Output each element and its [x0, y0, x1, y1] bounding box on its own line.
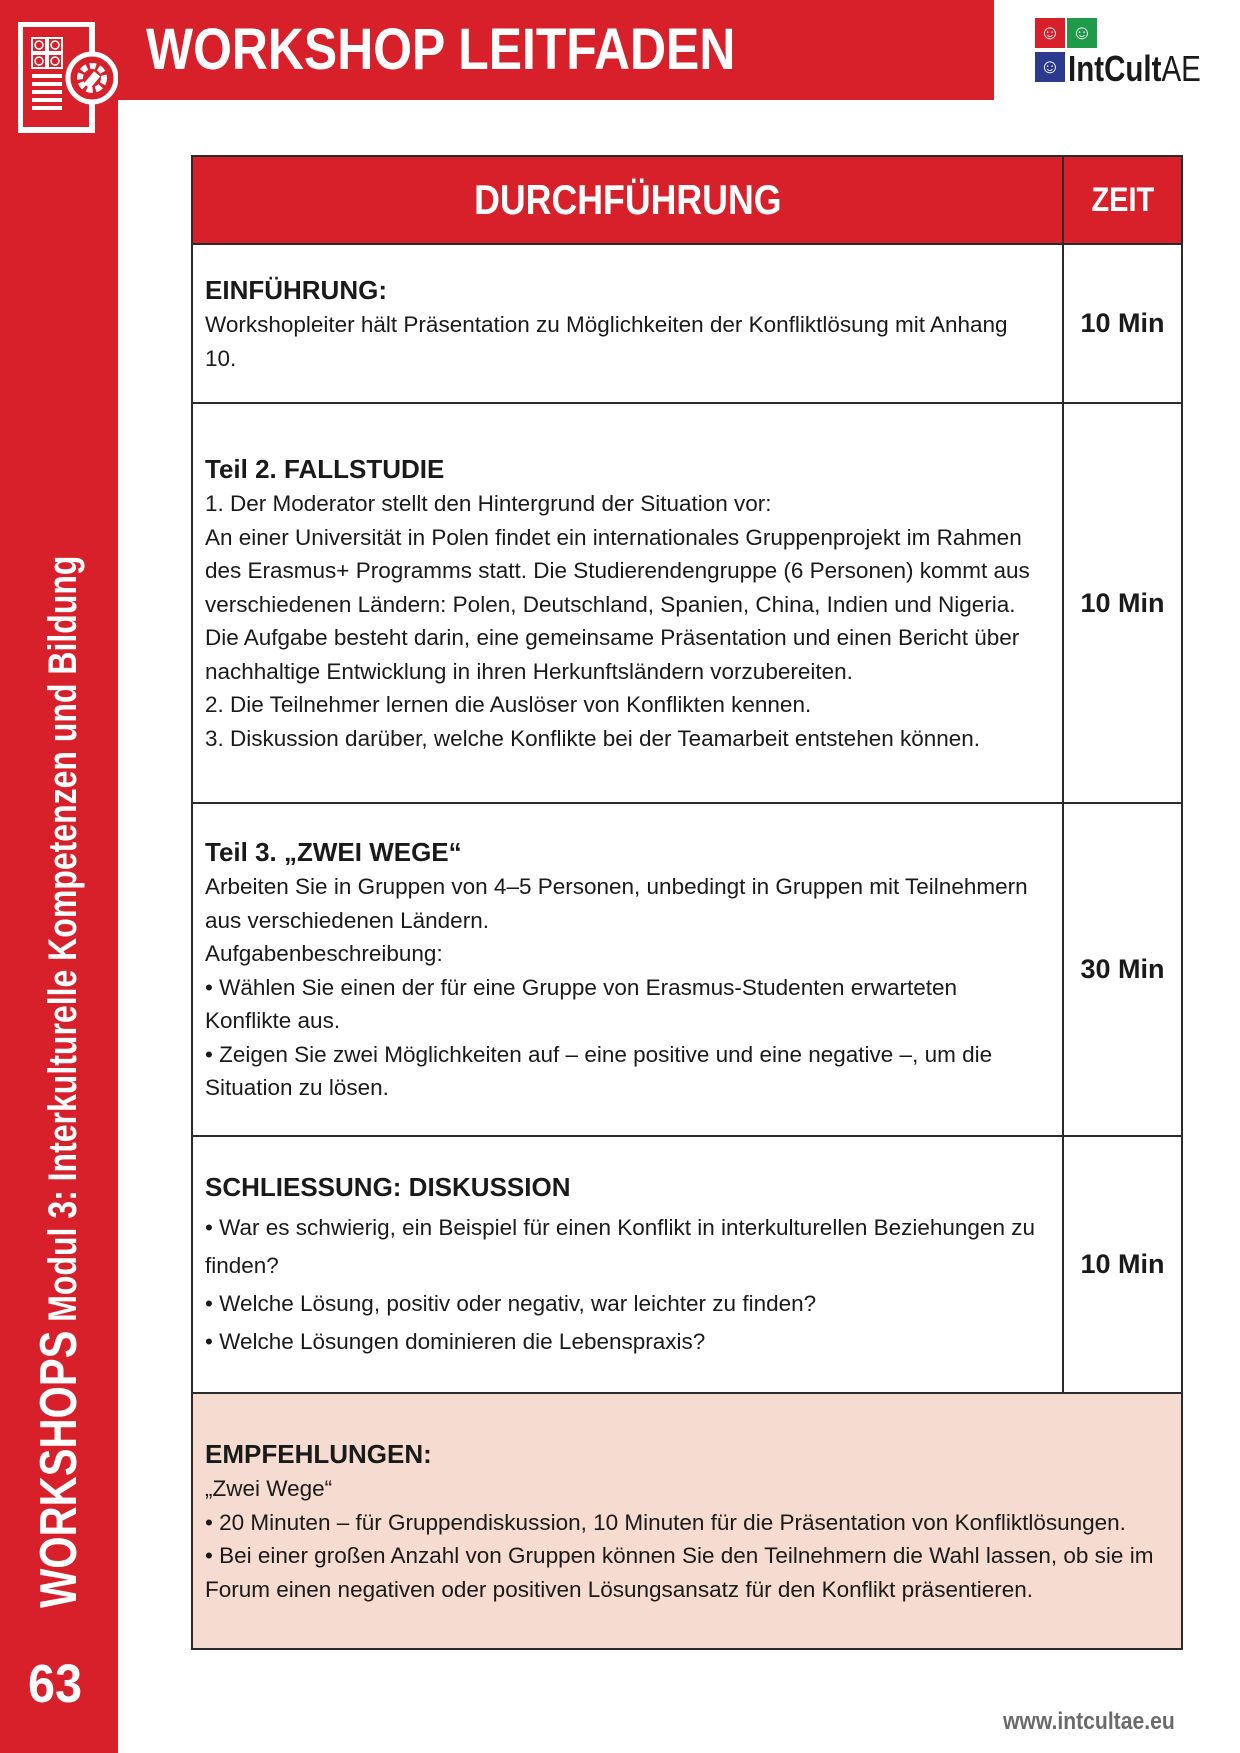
row-line: verschiedenen Ländern: Polen, Deutschland, Spanien, China, Indien und Nigeria. — [205, 591, 1016, 617]
row-content — [192, 244, 1063, 403]
intcultae-logo — [1035, 18, 1215, 88]
row-content — [192, 403, 1063, 803]
row-line: • Welche Lösung, positiv oder negativ, war leichter zu finden? — [205, 1290, 817, 1316]
logo-wordmark: IntCultAE — [1068, 48, 1201, 89]
row-title: Teil 2. FALLSTUDIE — [205, 454, 445, 484]
row-line: 2. Die Teilnehmer lernen die Auslöser von Konflikten kennen. — [205, 692, 812, 717]
row-line: finden? — [205, 1252, 279, 1278]
row-line: Die Aufgabe besteht darin, eine gemeinsame Präsentation und einen Bericht über — [205, 625, 1020, 650]
table-row — [192, 803, 1182, 1136]
row-line: An einer Universität in Polen findet ein internationales Gruppenprojekt im Rahmen — [205, 524, 1022, 550]
recommendations-title: EMPFEHLUNGEN: — [205, 1439, 432, 1469]
logo-face-icon: ☺ — [1035, 52, 1065, 82]
row-time: 10 Min — [1063, 403, 1182, 803]
row-line: aus verschiedenen Ländern. — [205, 907, 489, 933]
row-line: Konflikte aus. — [205, 1008, 341, 1034]
row-line: • War es schwierig, ein Beispiel für einen Konflikt in interkulturellen Beziehungen zu — [205, 1214, 1035, 1240]
table-row — [192, 403, 1182, 803]
column-header-zeit: ZEIT — [1063, 156, 1182, 244]
vertical-title-module: Modul 3: Interkulturelle Kompetenzen und Bildung — [41, 555, 85, 1331]
row-line: • Zeigen Sie zwei Möglichkeiten auf – eine positive und eine negative –, um die — [205, 1041, 993, 1067]
row-line: Arbeiten Sie in Gruppen von 4–5 Personen, unbedingt in Gruppen mit Teilnehmern — [205, 874, 1028, 900]
table-header-row — [192, 156, 1182, 244]
table-row — [192, 1136, 1182, 1393]
recommendation-line: • 20 Minuten – für Gruppendiskussion, 10 Minuten für die Präsentation von Konfliktlösungen. — [205, 1509, 1126, 1535]
row-time: 10 Min — [1063, 244, 1182, 403]
row-line: • Welche Lösungen dominieren die Lebenspraxis? — [205, 1328, 706, 1354]
row-time: 10 Min — [1063, 1136, 1182, 1393]
recommendation-line: Forum einen negativen oder positiven Lösungsansatz für den Konflikt präsentieren. — [205, 1576, 1034, 1602]
recommendations-content — [192, 1393, 1182, 1649]
row-line: Workshopleiter hält Präsentation zu Möglichkeiten der Konfliktlösung mit Anhang — [205, 312, 1008, 337]
row-line: • Wählen Sie einen der für eine Gruppe von Erasmus-Studenten erwarteten — [205, 974, 958, 1000]
row-line: des Erasmus+ Programms statt. Die Studierendengruppe (6 Personen) kommt aus — [205, 558, 1030, 583]
workshop-guide-icon — [18, 22, 118, 134]
recommendation-line: „Zwei Wege“ — [205, 1476, 333, 1501]
column-header-durchfuehrung: DURCHFÜHRUNG — [192, 156, 1063, 244]
logo-face-icon: ☺ — [1035, 18, 1065, 48]
row-title: EINFÜHRUNG: — [205, 275, 387, 305]
row-title: Teil 3. „ZWEI WEGE“ — [205, 837, 462, 868]
recommendation-line: • Bei einer großen Anzahl von Gruppen können Sie den Teilnehmern die Wahl lassen, ob sie im — [205, 1543, 1154, 1568]
vertical-module-title — [28, 198, 90, 1608]
row-line: 10. — [205, 345, 237, 371]
row-content — [192, 803, 1063, 1136]
vertical-title-workshops: WORKSHOPS — [30, 1330, 88, 1608]
row-time: 30 Min — [1063, 803, 1182, 1136]
page-title: WORKSHOP LEITFADEN — [146, 17, 736, 82]
workshop-table — [191, 155, 1183, 1650]
page-number: 63 — [28, 1654, 83, 1714]
logo-face-icon: ☺ — [1067, 18, 1097, 48]
row-line: 3. Diskussion darüber, welche Konflikte bei der Teamarbeit entstehen können. — [205, 725, 981, 751]
row-line: Aufgabenbeschreibung: — [205, 941, 443, 967]
row-title: SCHLIESSUNG: DISKUSSION — [205, 1171, 571, 1202]
recommendations-row — [192, 1393, 1182, 1649]
table-row — [192, 244, 1182, 403]
row-line: Situation zu lösen. — [205, 1075, 389, 1101]
row-line: nachhaltige Entwicklung in ihren Herkunftsländern vorzubereiten. — [205, 658, 853, 684]
footer-website-link[interactable]: www.intcultae.eu — [1003, 1708, 1175, 1735]
row-content — [192, 1136, 1063, 1393]
row-line: 1. Der Moderator stellt den Hintergrund der Situation vor: — [205, 491, 772, 516]
